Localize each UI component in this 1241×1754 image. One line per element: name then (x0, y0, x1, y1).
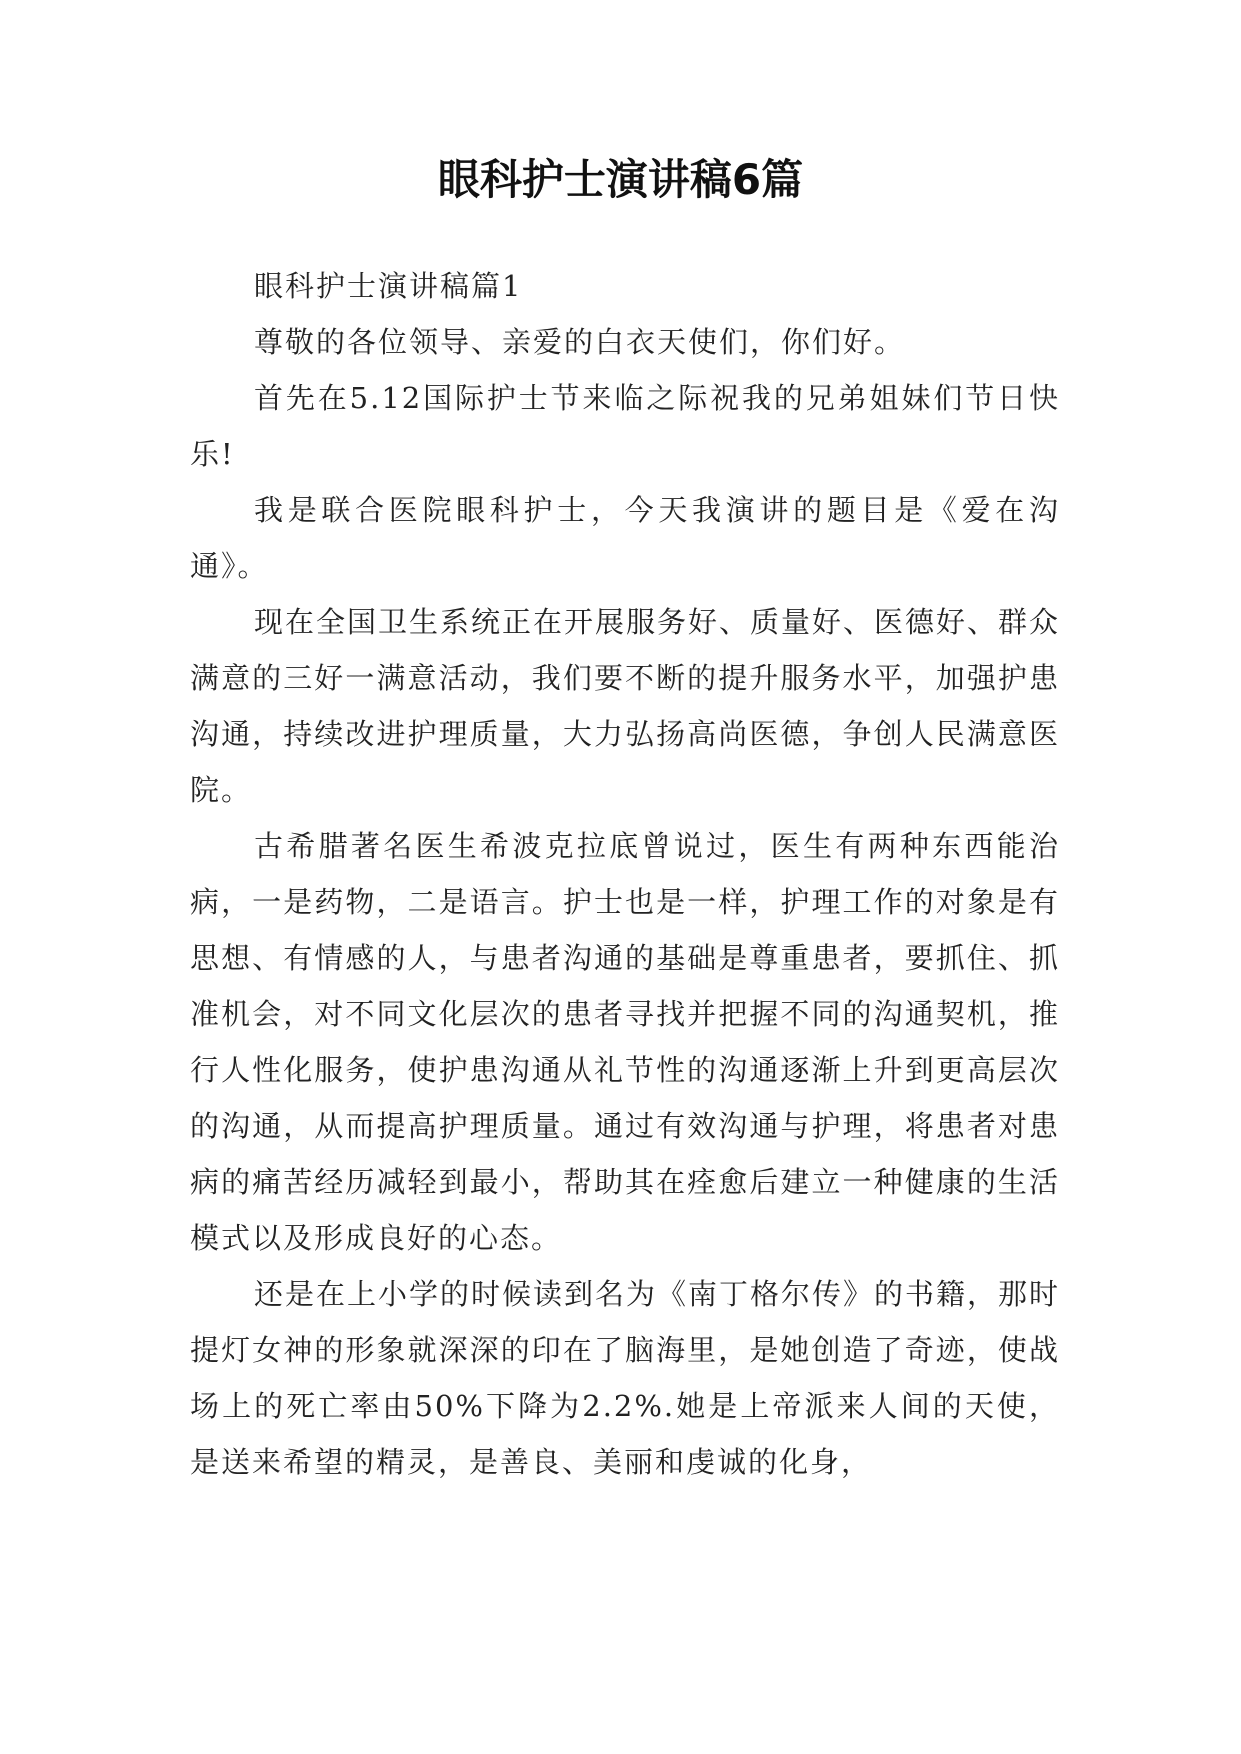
paragraph-festival-wish: 首先在5.12国际护士节来临之际祝我的兄弟姐妹们节日快乐! (190, 381, 1060, 471)
document-body (190, 258, 1060, 1490)
paragraph-topic: 我是联合医院眼科护士，今天我演讲的题目是《爱在沟通》。 (190, 493, 1060, 583)
section-heading: 眼科护士演讲稿篇1 (254, 269, 523, 303)
paragraph-hippocrates: 古希腊著名医生希波克拉底曾说过，医生有两种东西能治病，一是药物，二是语言。护士也是一样，护理工作的对象是有思想、有情感的人，与患者沟通的基础是尊重患者，要抓住、抓准机会，对不同文化层次的患者寻找并把握不同的沟通契机，推行人性化服务，使护患沟通从礼节性的沟通逐渐上升到更高层次的沟通，从而提高护理质量。通过有效沟通与护理，将患者对患病的痛苦经历减轻到最小，帮助其在痊愈后建立一种健康的生活模式以及形成良好的心态。 (190, 829, 1060, 1255)
paragraph-nightingale: 还是在上小学的时候读到名为《南丁格尔传》的书籍，那时提灯女神的形象就深深的印在了脑海里，是她创造了奇迹，使战场上的死亡率由50%下降为2.2%.她是上帝派来人间的天使，是送来希望的精灵，是善良、美丽和虔诚的化身， (190, 1277, 1061, 1479)
document-title: 眼科护士演讲稿6篇 (437, 155, 804, 204)
paragraph-greeting: 尊敬的各位领导、亲爱的白衣天使们，你们好。 (254, 325, 906, 359)
paragraph-campaign: 现在全国卫生系统正在开展服务好、质量好、医德好、群众满意的三好一满意活动，我们要不断的提升服务水平，加强护患沟通，持续改进护理质量，大力弘扬高尚医德，争创人民满意医院。 (190, 605, 1061, 807)
